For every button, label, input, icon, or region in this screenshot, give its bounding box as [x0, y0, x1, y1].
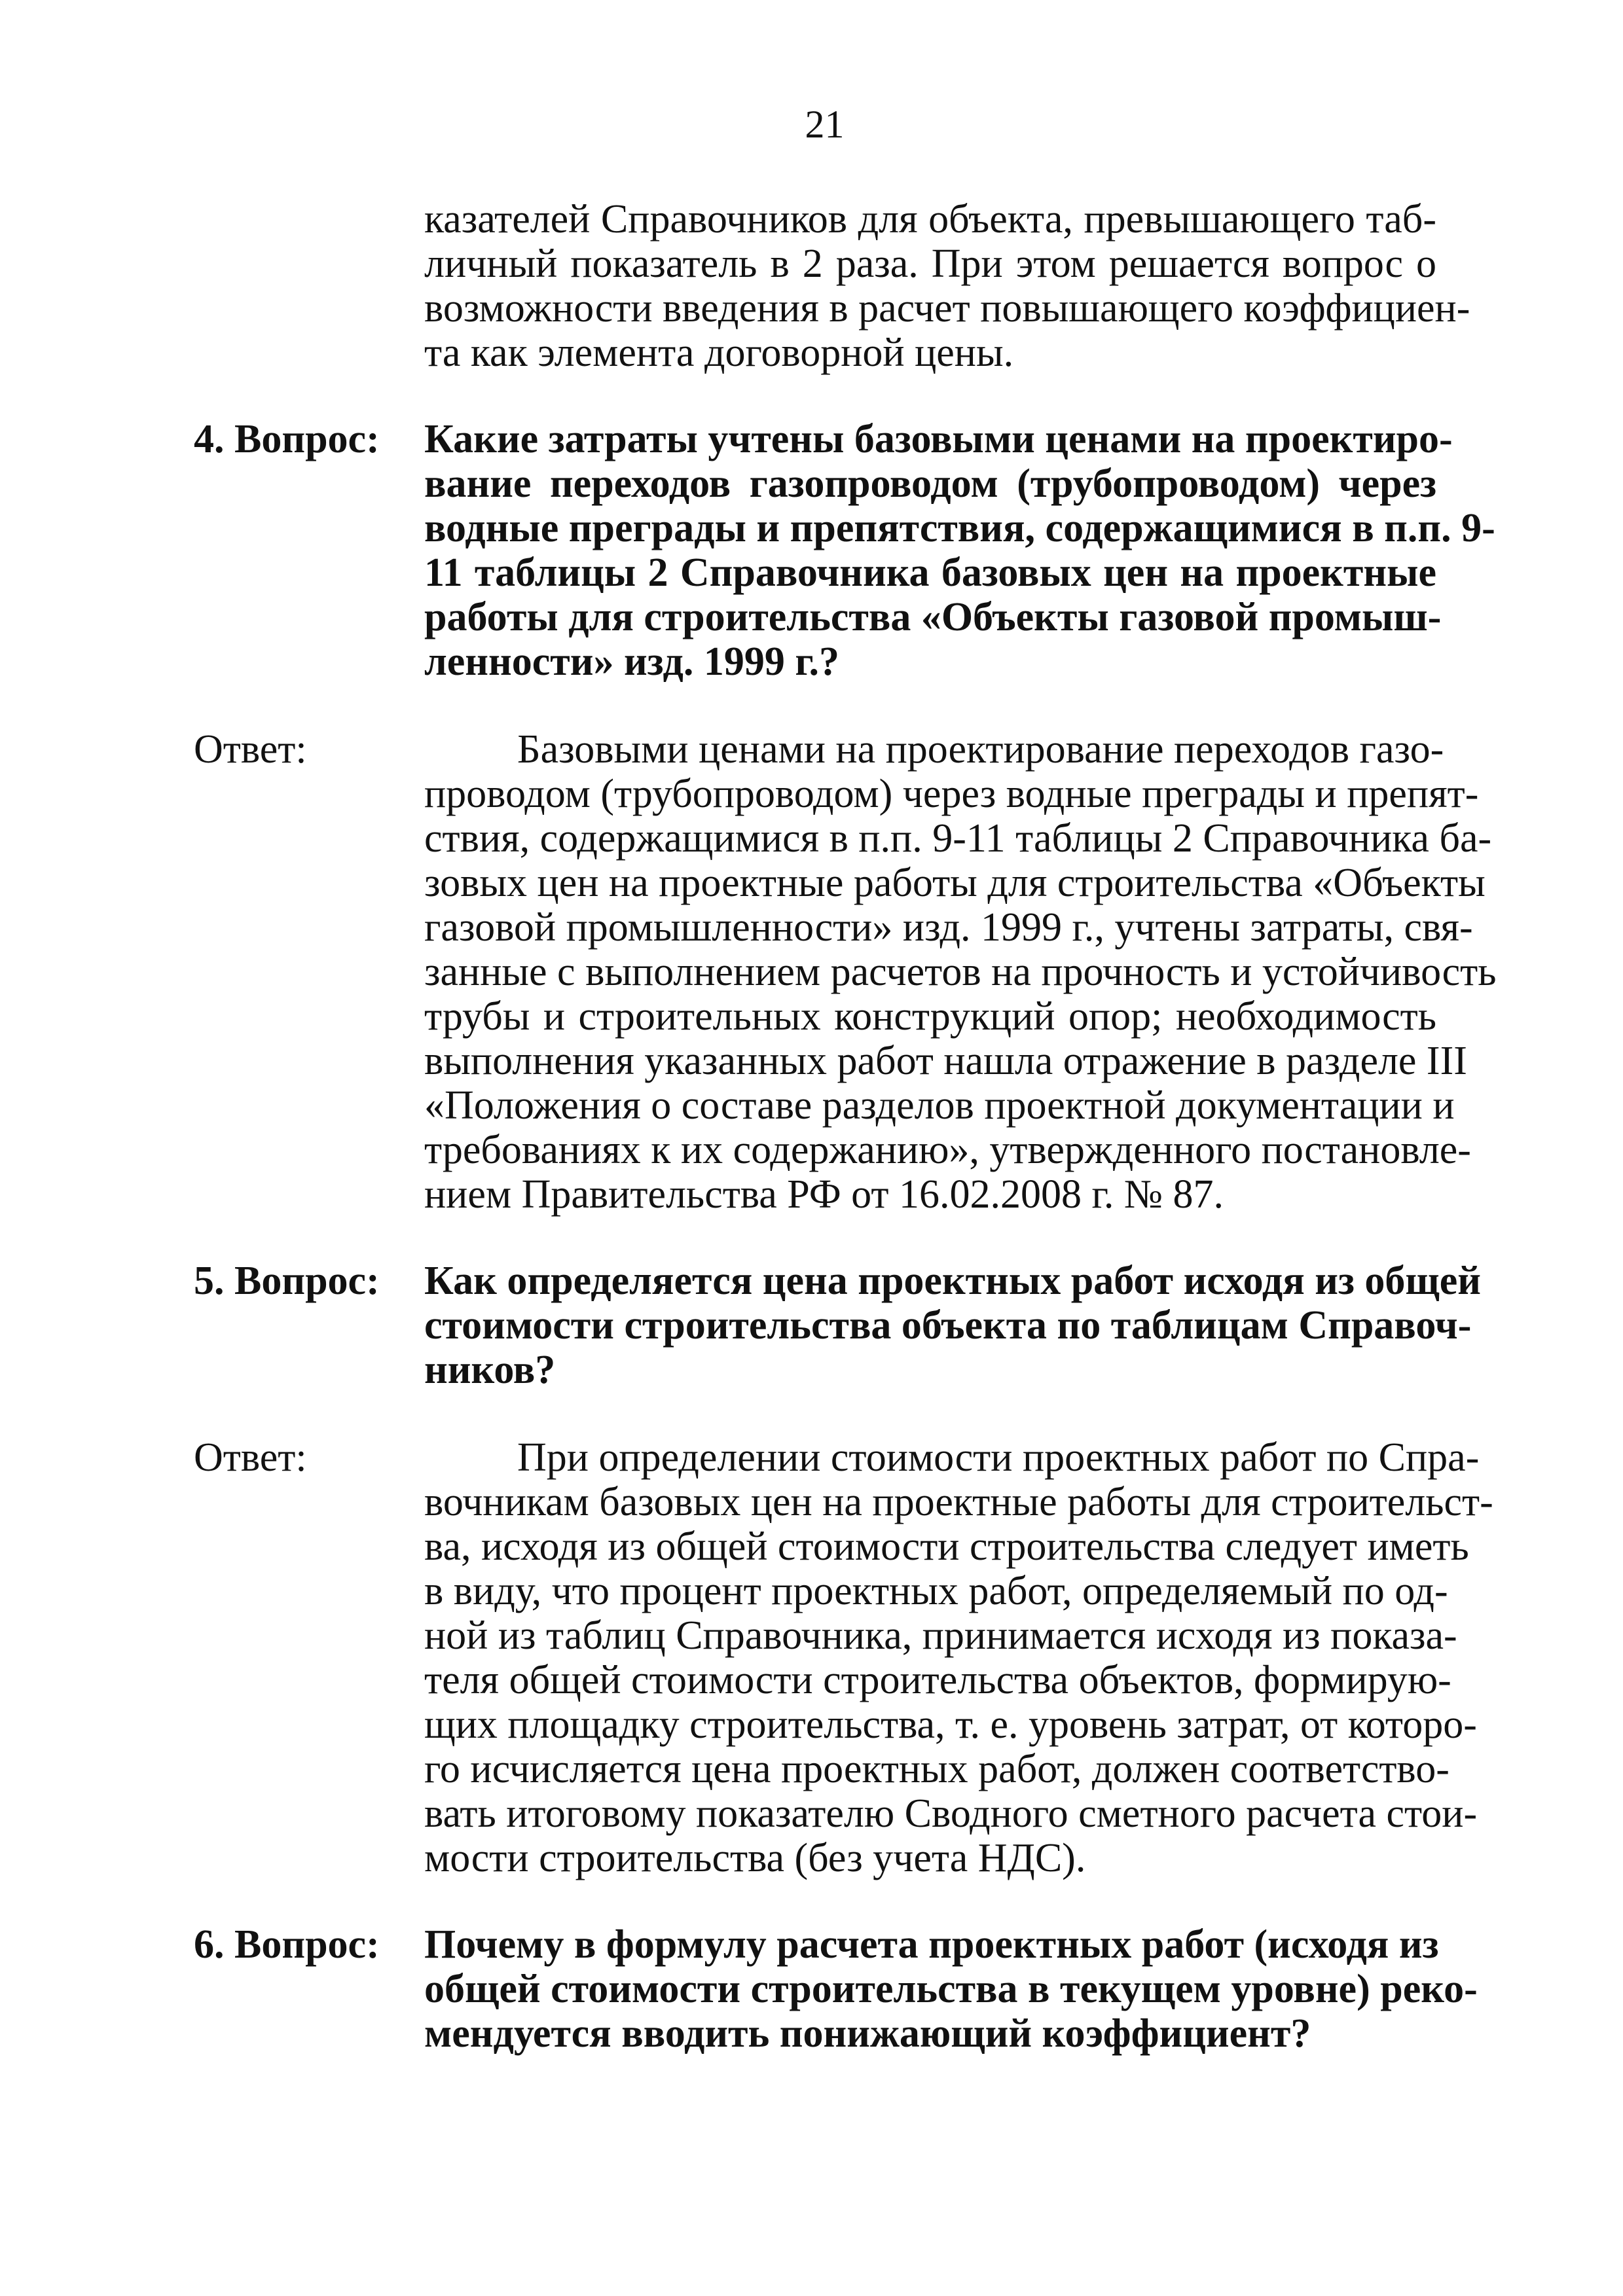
answer-line: ной из таблиц Справочника, принимается исходя из показа-	[424, 1613, 1457, 1658]
question-line: Почему в формулу расчета проектных работ (исходя из	[424, 1922, 1439, 1967]
question-line: 11 таблицы 2 Справочника базовых цен на проектные	[424, 550, 1436, 595]
answer-line: вочникам базовых цен на проектные работы для строительст-	[424, 1480, 1493, 1524]
answer-line: газовой промышленности» изд. 1999 г., учтены затраты, свя-	[424, 905, 1473, 950]
answer-line: При определении стоимости проектных работ по Спра-	[517, 1435, 1480, 1480]
question-line: вание переходов газопроводом (трубопроводом) через	[424, 461, 1436, 506]
answer-line: вать итоговому показателю Сводного сметного расчета стои-	[424, 1791, 1478, 1836]
question-label: 4. Вопрос:	[194, 417, 380, 461]
question-line: ников?	[424, 1348, 556, 1392]
text-line: личный показатель в 2 раза. При этом решается вопрос о	[424, 242, 1436, 286]
text-line: возможности введения в расчет повышающего коэффициен-	[424, 286, 1470, 331]
answer-line: го исчисляется цена проектных работ, должен соответство-	[424, 1747, 1450, 1791]
question-line: ленности» изд. 1999 г.?	[424, 639, 839, 684]
answer-line: проводом (трубопроводом) через водные преграды и препят-	[424, 772, 1479, 816]
answer-line: нием Правительства РФ от 16.02.2008 г. № 87.	[424, 1172, 1224, 1217]
page-number: 21	[805, 103, 845, 146]
question-line: стоимости строительства объекта по таблицам Справоч-	[424, 1303, 1472, 1348]
answer-line: зовых цен на проектные работы для строительства «Объекты	[424, 861, 1486, 905]
question-line: Как определяется цена проектных работ исходя из общей	[424, 1259, 1481, 1303]
question-line: работы для строительства «Объекты газовой промыш-	[424, 595, 1442, 639]
question-label: 6. Вопрос:	[194, 1922, 380, 1967]
answer-line: в виду, что процент проектных работ, определяемый по од-	[424, 1569, 1448, 1613]
answer-label: Ответ:	[194, 1435, 307, 1480]
question-line: мендуется вводить понижающий коэффициент?	[424, 2011, 1311, 2056]
question-line: водные преграды и препятствия, содержащимися в п.п. 9-	[424, 506, 1495, 550]
question-line: Какие затраты учтены базовыми ценами на проектиро-	[424, 417, 1453, 461]
text-line: та как элемента договорной цены.	[424, 331, 1014, 375]
answer-line: мости строительства (без учета НДС).	[424, 1836, 1086, 1880]
answer-line: щих площадку строительства, т. е. уровень затрат, от которо-	[424, 1702, 1477, 1747]
answer-line: «Положения о составе разделов проектной документации и	[424, 1083, 1455, 1128]
answer-line: ва, исходя из общей стоимости строительства следует иметь	[424, 1524, 1469, 1569]
answer-line: требованиях к их содержанию», утвержденного постановле-	[424, 1128, 1471, 1172]
answer-line: теля общей стоимости строительства объектов, формирую-	[424, 1658, 1451, 1702]
answer-line: выполнения указанных работ нашла отражение в разделе III	[424, 1039, 1467, 1083]
question-label: 5. Вопрос:	[194, 1259, 380, 1303]
text-line: казателей Справочников для объекта, превышающего таб-	[424, 197, 1436, 242]
answer-line: трубы и строительных конструкций опор; необходимость	[424, 994, 1436, 1039]
question-line: общей стоимости строительства в текущем уровне) реко-	[424, 1967, 1478, 2011]
answer-label: Ответ:	[194, 727, 307, 772]
answer-line: занные с выполнением расчетов на прочность и устойчивость	[424, 950, 1497, 994]
answer-line: ствия, содержащимися в п.п. 9-11 таблицы 2 Справочника ба-	[424, 816, 1492, 861]
answer-line: Базовыми ценами на проектирование переходов газо-	[517, 727, 1444, 772]
